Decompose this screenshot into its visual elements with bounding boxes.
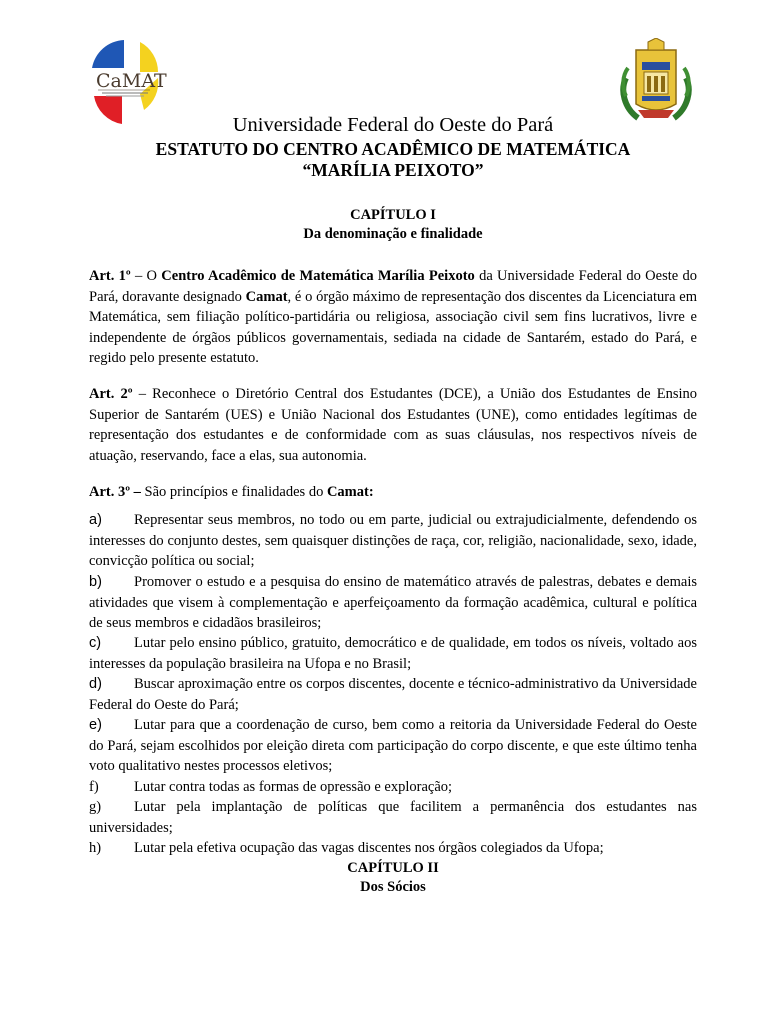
- article-3-bold-1: Camat:: [326, 484, 374, 500]
- list-item: [89, 715, 697, 777]
- statute-title: [89, 139, 697, 181]
- list-item-letter: h): [89, 840, 102, 856]
- list-item: [89, 510, 697, 572]
- list-item-letter: g): [89, 799, 102, 815]
- list-item: [89, 777, 697, 798]
- article-3-text-1: São princípios e finalidades do: [140, 484, 327, 500]
- list-item: [89, 674, 697, 715]
- list-item-letter: b): [89, 574, 102, 590]
- list-item-text: Buscar aproximação entre os corpos discentes, docente e técnico-administrativo da Universidade Federal do Oeste do Pará;: [89, 676, 697, 713]
- list-item-text: Lutar pela implantação de políticas que facilitem a permanência dos estudantes nas universidades;: [89, 799, 697, 836]
- list-item-letter: c): [89, 635, 102, 651]
- list-item: [89, 572, 697, 634]
- article-3-label: Art. 3º –: [89, 484, 141, 500]
- chapter-1-title: CAPÍTULO I: [350, 207, 436, 223]
- list-item-text: Promover o estudo e a pesquisa do ensino de matemático através de palestras, debates e demais atividades que visem à complementação e aperfeiçoamento da formação acadêmica, cultural e política de seus membros e cidadãos brasileiros;: [89, 574, 697, 631]
- article-1-text-2: da Universidade Federal do Oeste do Pará, doravante designado: [89, 268, 697, 305]
- article-1-label: Art. 1º: [89, 268, 131, 284]
- chapter-2-heading: [89, 859, 697, 897]
- list-item-letter: a): [89, 512, 102, 528]
- list-item-letter: d): [89, 676, 102, 692]
- chapter-1-heading: [89, 206, 697, 244]
- article-2: [89, 384, 697, 466]
- article-1-bold-2: Camat: [245, 288, 288, 305]
- statute-title-line1: ESTATUTO DO CENTRO ACADÊMICO DE MATEMÁTICA: [155, 139, 631, 159]
- ufopa-seal: [618, 38, 694, 124]
- article-3: [89, 482, 697, 503]
- article-2-text-1: – Reconhece o Diretório Central dos Estudantes (DCE), a União dos Estudantes de Ensino Superior de Santarém (UES) e União Nacional dos Estudantes (UNE), como entidades legítimas de representação dos estudantes e de conformidade com as suas cláusulas, nos respectivos níveis de atuação, reservando, face a elas, sua autonomia.: [89, 386, 697, 464]
- list-item-text: Lutar pelo ensino público, gratuito, democrático e de qualidade, em todos os níveis, voltado aos interesses da população brasileira na Ufopa e no Brasil;: [89, 635, 697, 672]
- list-item-text: Lutar contra todas as formas de opressão e exploração;: [134, 779, 453, 795]
- svg-text:CaMAT: CaMAT: [96, 70, 167, 92]
- list-item: [89, 633, 697, 674]
- chapter-2-subtitle: Dos Sócios: [360, 879, 426, 895]
- article-1: [89, 266, 697, 369]
- ufopa-seal-graphic: [618, 38, 694, 124]
- list-item: [89, 838, 697, 859]
- article-1-text-1: – O: [130, 268, 162, 284]
- chapter-1-subtitle: Da denominação e finalidade: [303, 226, 483, 242]
- article-1-bold-1: Centro Acadêmico de Matemática Marília Peixoto: [161, 268, 475, 284]
- article-2-label: Art. 2º: [89, 386, 133, 402]
- list-item-letter: e): [89, 717, 102, 733]
- list-item-text: Lutar pela efetiva ocupação das vagas discentes nos órgãos colegiados da Ufopa;: [134, 840, 604, 856]
- list-item: [89, 797, 697, 838]
- university-name: Universidade Federal do Oeste do Pará: [232, 114, 554, 136]
- chapter-2-title: CAPÍTULO II: [347, 860, 439, 876]
- list-item-text: Lutar para que a coordenação de curso, bem como a reitoria da Universidade Federal do Oeste do Pará, sejam escolhidos por eleição direta com participação do corpo discente, e que este último tenha voto qualitativo nestes processos eletivos;: [89, 717, 697, 774]
- list-item-letter: f): [89, 779, 99, 795]
- list-item-text: Representar seus membros, no todo ou em parte, judicial ou extrajudicialmente, defendendo os interesses do conjunto destes, sem quaisquer distinções de raça, cor, religião, nacionalidade, sexo, idade, convicção política ou social;: [89, 512, 697, 569]
- statute-title-line2: “MARÍLIA PEIXOTO”: [302, 160, 484, 180]
- article-1-text-3: , é o órgão máximo de representação dos discentes da Licenciatura em Matemática, sem filiação político-partidária ou religiosa, associação civil sem fins lucrativos, livre e independente de órgãos públicos governamentais, sediada na cidade de Santarém, estado do Pará, e regido pelo presente estatuto.: [89, 288, 697, 366]
